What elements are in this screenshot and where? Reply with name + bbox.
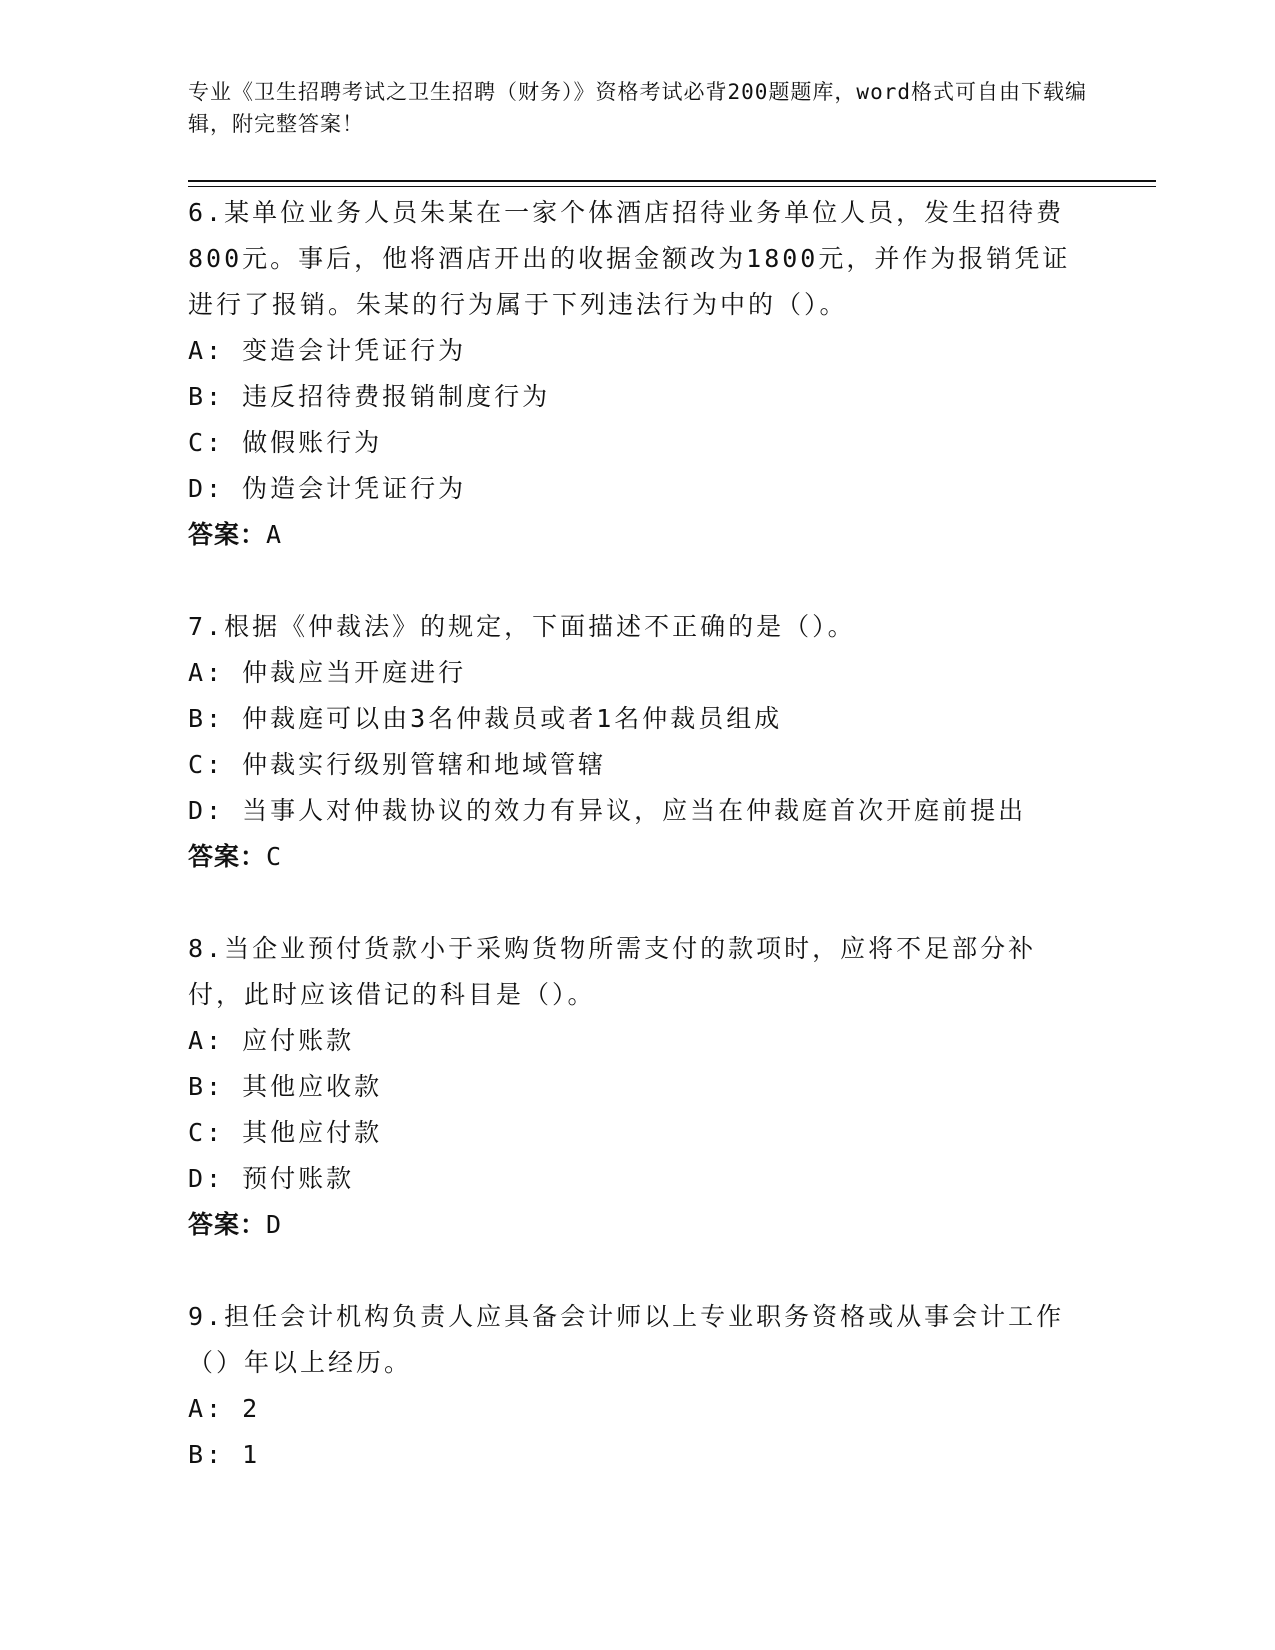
answer-label: 答案：: [188, 1210, 267, 1239]
option-a: A: 仲裁应当开庭进行: [188, 658, 467, 687]
answer-line: [188, 1202, 1088, 1248]
option-d: D: 当事人对仲裁协议的效力有异议，应当在仲裁庭首次开庭前提出: [188, 796, 1027, 825]
answer-value: A: [266, 520, 283, 549]
question-7: [188, 604, 1088, 880]
question-stem: 9.担任会计机构负责人应具备会计师以上专业职务资格或从事会计工作（）年以上经历。: [188, 1302, 1065, 1377]
answer-line: [188, 512, 1088, 558]
question-stem: 6.某单位业务人员朱某在一家个体酒店招待业务单位人员，发生招待费800元。事后，他将酒店开出的收据金额改为1800元，并作为报销凭证进行了报销。朱某的行为属于下列违法行为中的（）。: [188, 198, 1071, 319]
answer-label: 答案：: [188, 520, 267, 549]
question-stem: 8.当企业预付货款小于采购货物所需支付的款项时，应将不足部分补付，此时应该借记的科目是（）。: [188, 934, 1037, 1009]
document-header: 专业《卫生招聘考试之卫生招聘（财务）》资格考试必背200题题库，word格式可自由下载编辑，附完整答案！: [188, 80, 1087, 136]
option-c: C: 做假账行为: [188, 428, 383, 457]
option-d: D: 伪造会计凭证行为: [188, 474, 467, 503]
question-stem: 7.根据《仲裁法》的规定，下面描述不正确的是（）。: [188, 612, 856, 641]
option-a: A: 2: [188, 1394, 261, 1423]
option-d: D: 预付账款: [188, 1164, 355, 1193]
option-c: C: 仲裁实行级别管辖和地域管辖: [188, 750, 607, 779]
question-9: [188, 1294, 1088, 1478]
question-list: [188, 190, 1088, 1478]
question-spacer: [188, 880, 1088, 926]
question-spacer: [188, 558, 1088, 604]
answer-line: [188, 834, 1088, 880]
option-a: A: 应付账款: [188, 1026, 355, 1055]
answer-label: 答案：: [188, 842, 267, 871]
option-a: A: 变造会计凭证行为: [188, 336, 467, 365]
header-divider-thin: [188, 186, 1156, 187]
option-b: B: 其他应收款: [188, 1072, 383, 1101]
question-8: [188, 926, 1088, 1248]
option-b: B: 1: [188, 1440, 261, 1469]
answer-value: D: [266, 1210, 283, 1239]
question-6: [188, 190, 1088, 558]
option-b: B: 违反招待费报销制度行为: [188, 382, 551, 411]
header-divider: [188, 180, 1156, 182]
option-b: B: 仲裁庭可以由3名仲裁员或者1名仲裁员组成: [188, 704, 783, 733]
answer-value: C: [266, 842, 283, 871]
option-c: C: 其他应付款: [188, 1118, 383, 1147]
question-spacer: [188, 1248, 1088, 1294]
